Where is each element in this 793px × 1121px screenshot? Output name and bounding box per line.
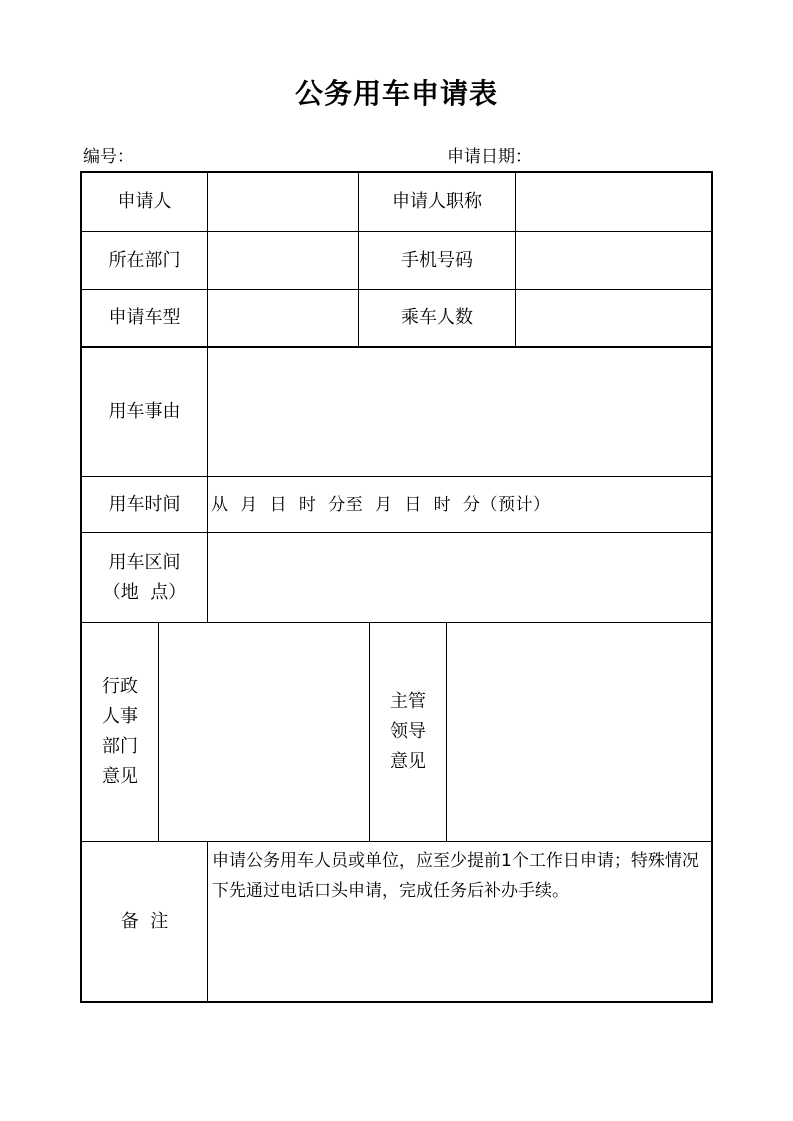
phone-field[interactable]: [516, 232, 711, 289]
application-date: [447, 145, 532, 169]
reason-label: 用车事由: [108, 401, 181, 422]
time-label: 用车时间: [108, 493, 181, 515]
route-label-line: 用车区间: [108, 551, 181, 573]
phone-label: 手机号码: [401, 249, 473, 271]
application-form-table: [80, 171, 713, 1003]
route-label-line: （地 点）: [102, 581, 187, 603]
vehicle-type-field[interactable]: [208, 290, 358, 346]
department-field[interactable]: [208, 232, 358, 289]
admin-opinion-label-stack: [102, 672, 138, 792]
route-field[interactable]: [208, 533, 711, 622]
remarks-label: 备 注: [120, 910, 169, 932]
applicant-title-field[interactable]: [516, 173, 711, 231]
leader-opinion-label: [370, 623, 446, 841]
admin-opinion-label-line: 部门: [102, 736, 138, 757]
leader-opinion-label-line: 领导: [390, 721, 426, 742]
passengers-field[interactable]: [516, 290, 711, 346]
admin-opinion-label-line: 行政: [102, 676, 138, 697]
leader-opinion-label-line: 意见: [390, 751, 426, 772]
admin-opinion-label: [82, 623, 158, 841]
applicant-title-label: 申请人职称: [392, 191, 482, 212]
page-title: 公务用车申请表: [294, 77, 498, 110]
admin-opinion-field[interactable]: [159, 623, 369, 841]
remarks-text: 申请公务用车人员或单位，应至少提前1个工作日申请；特殊情况下先通过电话口头申请，完成任务后补办手续。: [212, 851, 699, 901]
passengers-label: 乘车人数: [401, 307, 473, 328]
leader-opinion-label-line: 主管: [390, 691, 426, 712]
form-number: [83, 145, 134, 169]
admin-opinion-label-line: 人事: [102, 706, 138, 727]
reason-field[interactable]: [208, 348, 711, 476]
route-label-stack: [103, 548, 186, 608]
department-label: 所在部门: [108, 249, 181, 271]
leader-opinion-field[interactable]: [447, 623, 711, 841]
time-field[interactable]: 从 月 日 时 分至 月 日 时 分（预计）: [211, 494, 551, 515]
application-date-label: 申请日期：: [447, 147, 532, 167]
applicant-field[interactable]: [208, 173, 358, 231]
route-label: [82, 533, 207, 622]
vehicle-type-label: 申请车型: [108, 307, 181, 328]
applicant-label: 申请人: [117, 191, 172, 212]
leader-opinion-label-stack: [390, 687, 426, 777]
form-number-label: 编号：: [83, 147, 134, 167]
admin-opinion-label-line: 意见: [102, 766, 138, 787]
